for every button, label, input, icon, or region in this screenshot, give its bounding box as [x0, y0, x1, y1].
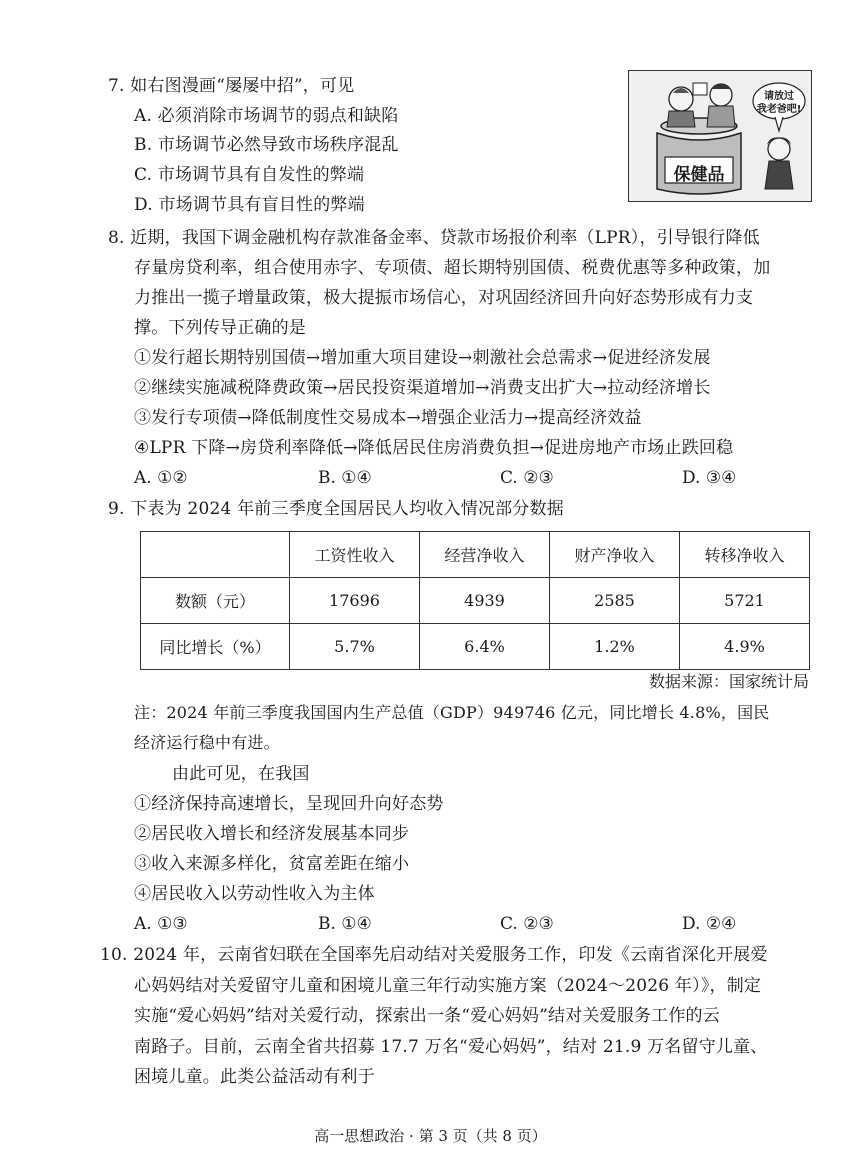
table-cell: 同比增长（%）	[141, 624, 290, 670]
q8-item-2: ②继续实施减税降费政策→居民投资渠道增加→消费支出扩大→拉动经济增长	[134, 378, 711, 398]
table-cell: 5.7%	[290, 624, 420, 670]
q9-item-4: ④居民收入以劳动性收入为主体	[134, 884, 375, 904]
table-cell: 4.9%	[680, 624, 810, 670]
q7-stem: 7. 如右图漫画“屡屡中招”，可见	[108, 76, 355, 96]
q8-option-b: B. ①④	[318, 468, 372, 488]
q8-option-c: C. ②③	[500, 468, 554, 488]
q8-line-2: 存量房贷利率，组合使用赤字、专项债、超长期特别国债、税费优惠等多种政策，加	[134, 258, 771, 278]
q10-line-2: 心妈妈结对关爱留守儿童和困境儿童三年行动实施方案（2024～2026 年）》，制定	[134, 976, 762, 996]
table-row	[141, 624, 810, 670]
table-cell: 6.4%	[420, 624, 550, 670]
q9-option-b: B. ①④	[318, 914, 372, 934]
table-header-cell: 工资性收入	[290, 532, 420, 578]
table-header-cell	[141, 532, 290, 578]
q8-line-3: 力推出一揽子增量政策，极大提振市场信心，对巩固经济回升向好态势形成有力支	[134, 288, 754, 308]
q8-item-3: ③发行专项债→降低制度性交易成本→增强企业活力→提高经济效益	[134, 408, 642, 428]
q10-line-5: 困境儿童。此类公益活动有利于	[134, 1067, 375, 1087]
q8-option-d: D. ③④	[682, 468, 737, 488]
table-row	[141, 578, 810, 624]
q7-option-d: D. 市场调节具有盲目性的弊端	[134, 195, 365, 215]
table-cell: 17696	[290, 578, 420, 624]
q9-option-a: A. ①③	[134, 914, 188, 934]
q7-option-a: A. 必须消除市场调节的弱点和缺陷	[134, 106, 399, 126]
q7-option-b: B. 市场调节必然导致市场秩序混乱	[134, 135, 399, 155]
q9-item-2: ②居民收入增长和经济发展基本同步	[134, 824, 410, 844]
q8-line-1: 8. 近期，我国下调金融机构存款准备金率、贷款市场报价利率（LPR），引导银行降低	[108, 228, 760, 248]
q9-note-line-1: 注：2024 年前三季度我国国内生产总值（GDP）949746 亿元，同比增长 4.8%，国民	[134, 703, 770, 722]
q9-item-1: ①经济保持高速增长，呈现回升向好态势	[134, 794, 444, 814]
cartoon-illustration	[628, 70, 812, 202]
q8-item-1: ①发行超长期特别国债→增加重大项目建设→刺激社会总需求→促进经济发展	[134, 348, 711, 368]
q10-line-3: 实施“爱心妈妈”结对关爱行动，探索出一条“爱心妈妈”结对关爱服务工作的云	[134, 1006, 720, 1026]
q7-option-c: C. 市场调节具有自发性的弊端	[134, 165, 365, 185]
q9-stem: 9. 下表为 2024 年前三季度全国居民人均收入情况部分数据	[108, 499, 564, 519]
q9-option-d: D. ②④	[682, 914, 737, 934]
speech-bubble-line-1: 请放过	[764, 91, 794, 102]
table-cell: 4939	[420, 578, 550, 624]
table-cell: 2585	[550, 578, 680, 624]
page-footer: 高一思想政治 · 第 3 页（共 8 页）	[314, 1127, 547, 1145]
q8-line-4: 撑。下列传导正确的是	[134, 318, 306, 338]
table-header-row	[141, 532, 810, 578]
table-cell: 数额（元）	[141, 578, 290, 624]
q8-item-4: ④LPR 下降→房贷利率降低→降低居民住房消费负担→促进房地产市场止跌回稳	[134, 438, 734, 458]
q10-line-1: 10. 2024 年，云南省妇联在全国率先启动结对关爱服务工作，印发《云南省深化开展爱	[100, 945, 768, 965]
q10-line-4: 南路子。目前，云南全省共招募 17.7 万名“爱心妈妈”，结对 21.9 万名留守儿童、	[134, 1037, 768, 1057]
q9-note-line-2: 经济运行稳中有进。	[134, 733, 280, 752]
data-source: 数据来源：国家统计局	[648, 672, 809, 691]
income-table	[140, 531, 810, 670]
table-cell: 5721	[680, 578, 810, 624]
table-header-cell: 经营净收入	[420, 532, 550, 578]
table-header-cell: 财产净收入	[550, 532, 680, 578]
table-cell: 1.2%	[550, 624, 680, 670]
q8-option-a: A. ①②	[134, 468, 188, 488]
q9-option-c: C. ②③	[500, 914, 554, 934]
q9-item-3: ③收入来源多样化，贫富差距在缩小	[134, 854, 410, 874]
table-header-cell: 转移净收入	[680, 532, 810, 578]
speech-bubble-line-2: 我老爸吧!	[756, 104, 802, 115]
jar-label: 保健品	[673, 165, 725, 185]
q9-lead: 由此可见，在我国	[172, 764, 310, 784]
